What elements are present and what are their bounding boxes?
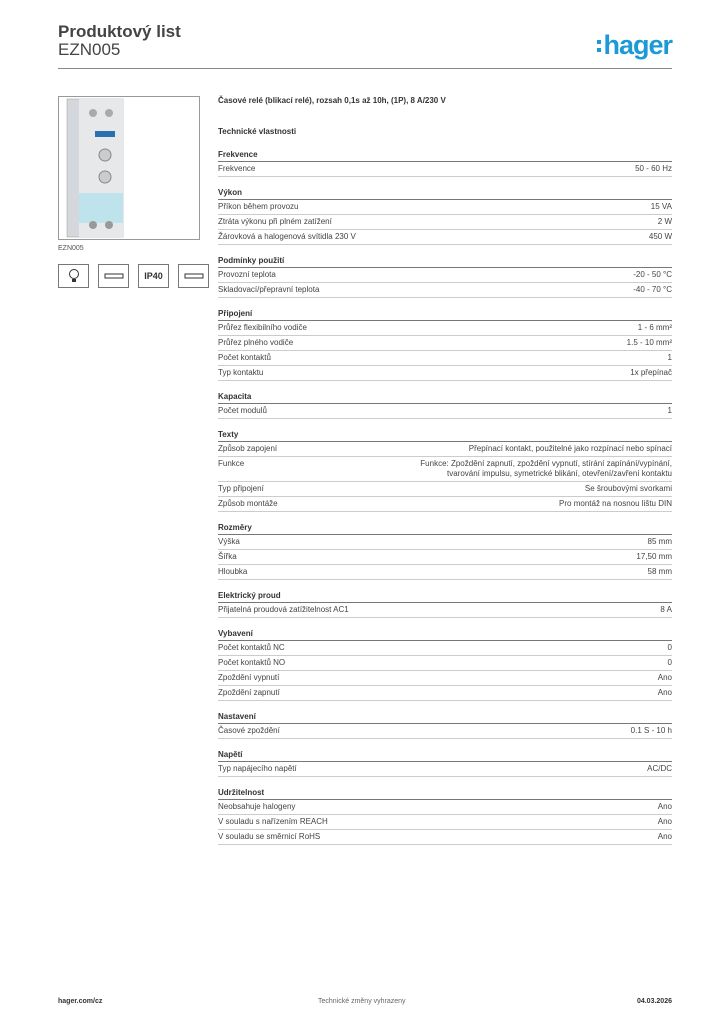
product-description: Časové relé (blikací relé), rozsah 0,1s až 10h, (1P), 8 A/230 V — [218, 96, 446, 105]
spec-section — [218, 309, 672, 381]
spec-section — [218, 256, 672, 298]
spec-label: Skladovací/přepravní teplota — [218, 285, 320, 294]
spec-section — [218, 523, 672, 580]
spec-value: AC/DC — [647, 764, 672, 773]
rail-icon — [178, 264, 209, 288]
spec-section — [218, 430, 672, 512]
spec-section — [218, 750, 672, 777]
spec-row — [218, 565, 672, 580]
spec-row — [218, 366, 672, 381]
spec-section — [218, 392, 672, 419]
spec-label: Průřez plného vodiče — [218, 338, 294, 347]
spec-label: Způsob zapojení — [218, 444, 278, 453]
spec-row — [218, 200, 672, 215]
spec-row — [218, 351, 672, 366]
section-title: Texty — [218, 430, 672, 442]
spec-label: Počet modulů — [218, 406, 267, 415]
spec-value: 0 — [667, 658, 672, 667]
spec-row — [218, 268, 672, 283]
product-code: EZN005 — [58, 245, 84, 252]
spec-value: 1x přepínač — [630, 368, 672, 377]
spec-value: Se šroubovými svorkami — [584, 484, 672, 493]
product-code-title: EZN005 — [58, 40, 121, 59]
spec-value: 50 - 60 Hz — [635, 164, 672, 173]
logo-dots-icon — [597, 38, 601, 54]
spec-section — [218, 629, 672, 701]
section-title: Rozměry — [218, 523, 672, 535]
spec-value: Ano — [657, 688, 672, 697]
section-title: Elektrický proud — [218, 591, 672, 603]
hager-logo — [597, 30, 672, 61]
section-title: Frekvence — [218, 150, 672, 162]
spec-value: 1.5 - 10 mm² — [626, 338, 672, 347]
spec-row — [218, 800, 672, 815]
spec-value: 8 A — [660, 605, 672, 614]
spec-section — [218, 788, 672, 845]
spec-row — [218, 482, 672, 497]
spec-row — [218, 686, 672, 701]
spec-row — [218, 162, 672, 177]
spec-section — [218, 712, 672, 739]
spec-row — [218, 283, 672, 298]
lamp-icon — [58, 264, 89, 288]
spec-label: Šířka — [218, 552, 237, 561]
spec-value: Pro montáž na nosnou lištu DIN — [559, 499, 672, 508]
spec-value: 450 W — [648, 232, 672, 241]
spec-section — [218, 591, 672, 618]
ip-rating: IP40 — [138, 264, 169, 288]
footer-note: Technické změny vyhrazeny — [318, 998, 406, 1005]
spec-value: Ano — [657, 832, 672, 841]
feature-icons — [58, 264, 209, 288]
spec-label: Typ napájecího napětí — [218, 764, 297, 773]
spec-value: 85 mm — [647, 537, 672, 546]
spec-row — [218, 404, 672, 419]
spec-label: Počet kontaktů NO — [218, 658, 286, 667]
section-title: Kapacita — [218, 392, 672, 404]
spec-value: -40 - 70 °C — [633, 285, 672, 294]
spec-row — [218, 815, 672, 830]
spec-value: 15 VA — [650, 202, 672, 211]
product-image — [58, 96, 200, 240]
relay-device-icon — [59, 97, 199, 239]
spec-value: 2 W — [657, 217, 672, 226]
section-title: Výkon — [218, 188, 672, 200]
section-title: Napětí — [218, 750, 672, 762]
spec-value: 1 — [667, 353, 672, 362]
spec-label: Žárovková a halogenová svítidla 230 V — [218, 232, 356, 241]
spec-value: 0 — [667, 643, 672, 652]
spec-label: Průřez flexibilního vodiče — [218, 323, 307, 332]
spec-label: Typ připojení — [218, 484, 264, 493]
terminal-icon — [98, 264, 129, 288]
spec-row — [218, 457, 672, 482]
spec-label: Počet kontaktů NC — [218, 643, 285, 652]
spec-value: 58 mm — [647, 567, 672, 576]
spec-row — [218, 497, 672, 512]
logo-text: hager — [603, 30, 672, 60]
section-title: Podmínky použití — [218, 256, 672, 268]
spec-value: 1 - 6 mm² — [637, 323, 672, 332]
spec-row — [218, 641, 672, 656]
spec-label: Typ kontaktu — [218, 368, 264, 377]
spec-row — [218, 321, 672, 336]
spec-value: -20 - 50 °C — [633, 270, 672, 279]
spec-value: Ano — [657, 802, 672, 811]
spec-label: Zpoždění vypnutí — [218, 673, 280, 682]
spec-label: Frekvence — [218, 164, 256, 173]
spec-label: Časové zpoždění — [218, 726, 280, 735]
spec-label: Výška — [218, 537, 240, 546]
spec-row — [218, 550, 672, 565]
spec-label: Přijatelná proudová zatížitelnost AC1 — [218, 605, 349, 614]
spec-section — [218, 150, 672, 177]
spec-row — [218, 230, 672, 245]
spec-content — [218, 96, 672, 856]
spec-row — [218, 336, 672, 351]
footer-date: 04.03.2026 — [636, 998, 672, 1005]
spec-label: Ztráta výkonu při plném zatížení — [218, 217, 332, 226]
spec-value: 0.1 S - 10 h — [630, 726, 672, 735]
spec-section — [218, 188, 672, 245]
spec-label: V souladu s nařízením REACH — [218, 817, 328, 826]
spec-value: Přepínací kontakt, použitelné jako rozpínací nebo spínací — [468, 444, 672, 453]
spec-label: V souladu se směrnicí RoHS — [218, 832, 321, 841]
spec-row — [218, 762, 672, 777]
spec-row — [218, 830, 672, 845]
spec-row — [218, 442, 672, 457]
section-title: Připojení — [218, 309, 672, 321]
spec-row — [218, 724, 672, 739]
spec-label: Hloubka — [218, 567, 248, 576]
spec-row — [218, 535, 672, 550]
spec-value: 17,50 mm — [636, 552, 672, 561]
section-title: Udržitelnost — [218, 788, 672, 800]
spec-label: Počet kontaktů — [218, 353, 271, 362]
spec-row — [218, 656, 672, 671]
header-divider — [58, 68, 672, 69]
spec-label: Způsob montáže — [218, 499, 278, 508]
spec-value: Funkce: Zpoždění zapnutí, zpoždění vypnutí, stírání zapínání/vypínání, tvarování impulsu, symetrické blikání, otevření/zavření kontaktu — [420, 459, 672, 478]
spec-row — [218, 671, 672, 686]
spec-label: Zpoždění zapnutí — [218, 688, 280, 697]
spec-label: Funkce — [218, 459, 245, 468]
spec-label: Příkon během provozu — [218, 202, 299, 211]
spec-label: Provozní teplota — [218, 270, 276, 279]
spec-sections — [218, 150, 672, 845]
tech-heading: Technické vlastnosti — [218, 127, 297, 136]
spec-label: Neobsahuje halogeny — [218, 802, 296, 811]
spec-row — [218, 603, 672, 618]
spec-row — [218, 215, 672, 230]
footer-url: hager.com/cz — [58, 998, 103, 1005]
section-title: Nastavení — [218, 712, 672, 724]
spec-value: Ano — [657, 673, 672, 682]
section-title: Vybavení — [218, 629, 672, 641]
page-title: Produktový list — [58, 22, 181, 41]
spec-value: 1 — [667, 406, 672, 415]
spec-value: Ano — [657, 817, 672, 826]
